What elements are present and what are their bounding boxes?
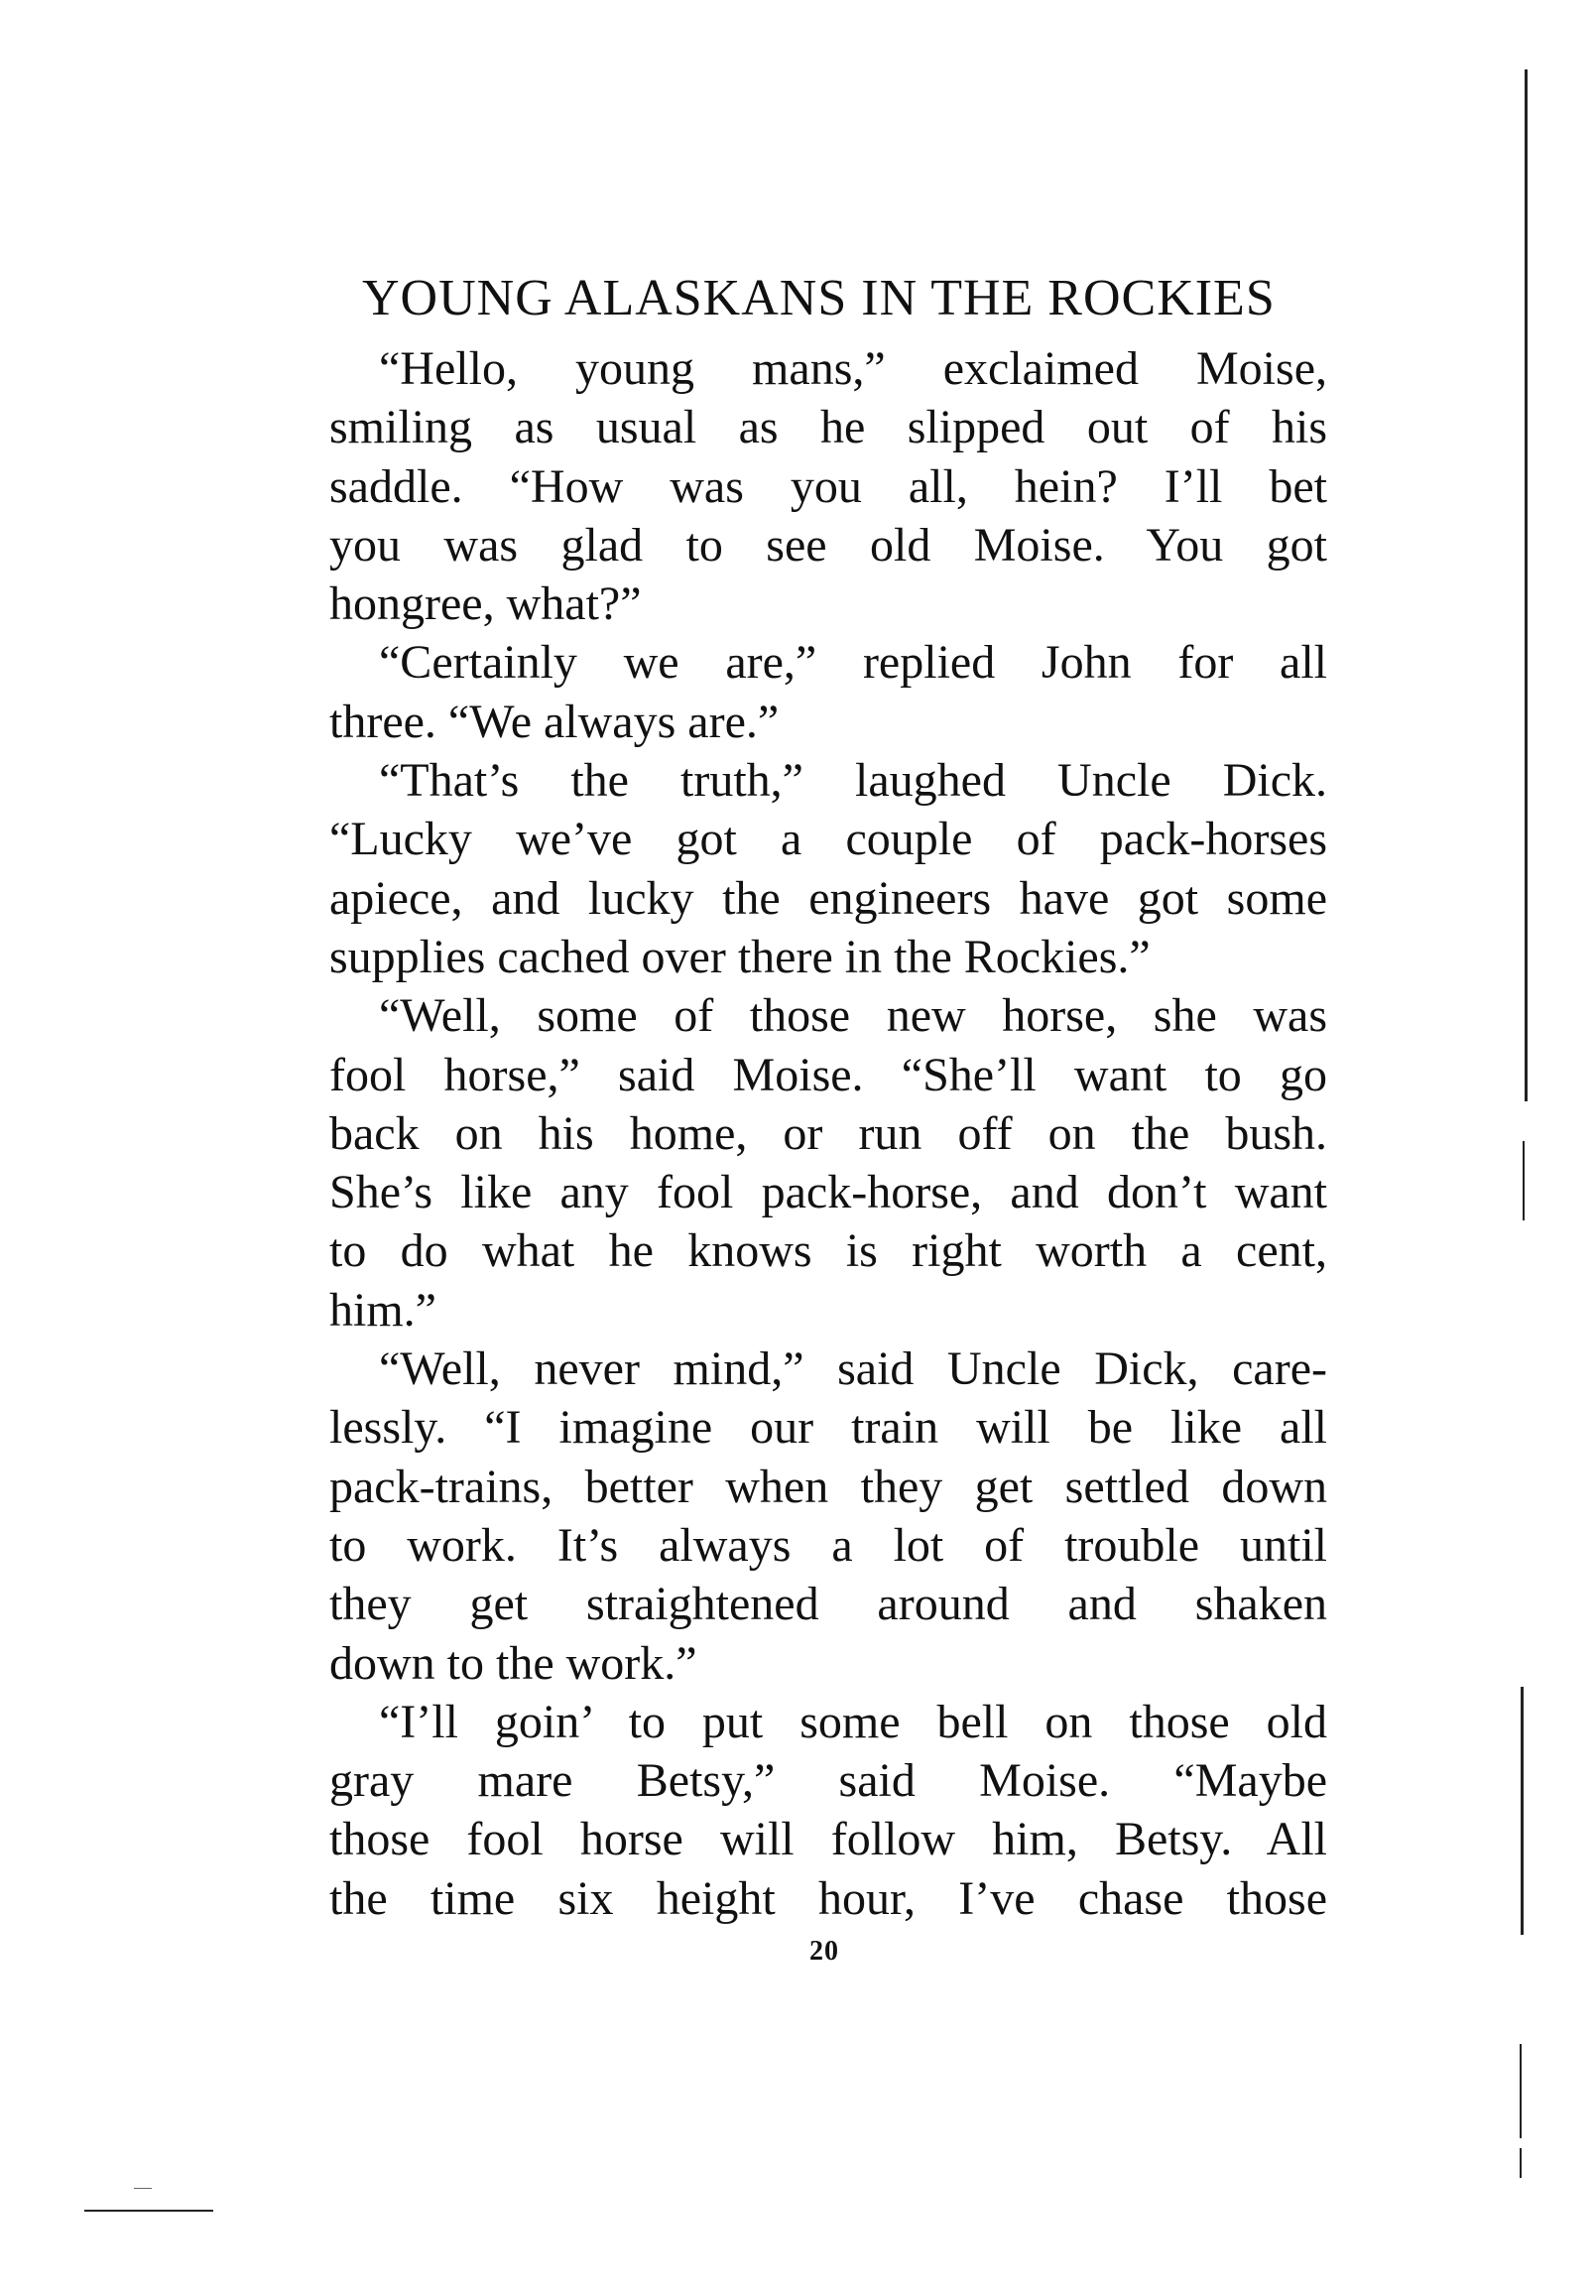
text-line: apiece, and lucky the engineers have got some	[329, 871, 1327, 925]
text-line: gray mare Betsy,” said Moise. “Maybe	[329, 1754, 1327, 1808]
text-line: three. “We always are.”	[329, 695, 780, 748]
text-line: you was glad to see old Moise. You got	[329, 518, 1327, 572]
text-line: fool horse,” said Moise. “She’ll want to go	[329, 1048, 1327, 1101]
text-line: “Lucky we’ve got a couple of pack-horses	[329, 813, 1327, 866]
text-line: to work. It’s always a lot of trouble until	[329, 1518, 1327, 1572]
footer-mark	[134, 2188, 152, 2189]
text-line: him.”	[329, 1283, 436, 1337]
text-line: those fool horse will follow him, Betsy. All	[329, 1813, 1327, 1866]
text-line: down to the work.”	[329, 1636, 697, 1690]
scan-edge-line	[1520, 2044, 1522, 2138]
text-line: back on his home, or run off on the bush.	[329, 1106, 1327, 1160]
text-line: to do what he knows is right worth a cent,	[329, 1224, 1327, 1278]
text-line: “Well, never mind,” said Uncle Dick, care-	[379, 1342, 1327, 1396]
text-line: She’s like any fool pack-horse, and don’t want	[329, 1166, 1327, 1219]
body-text	[329, 339, 1327, 1928]
running-head: YOUNG ALASKANS IN THE ROCKIES	[362, 270, 1276, 326]
text-line: “Certainly we are,” replied John for all	[379, 636, 1327, 690]
footer-rule	[84, 2210, 213, 2212]
text-line: pack-trains, better when they get settled down	[329, 1460, 1327, 1513]
text-line: the time six height hour, I’ve chase those	[329, 1871, 1327, 1925]
text-line: smiling as usual as he slipped out of his	[329, 401, 1327, 454]
text-line: they get straightened around and shaken	[329, 1578, 1327, 1631]
text-line: “Well, some of those new horse, she was	[379, 989, 1327, 1043]
page-number: 20	[809, 1936, 839, 1967]
text-line: hongree, what?”	[329, 577, 642, 631]
scan-edge-line	[1520, 2148, 1522, 2178]
text-line: lessly. “I imagine our train will be like all	[329, 1401, 1327, 1455]
scan-edge-line	[1523, 1141, 1525, 1220]
text-line: saddle. “How was you all, hein? I’ll bet	[329, 459, 1327, 513]
scan-edge-line	[1521, 1687, 1524, 1935]
text-line: “I’ll goin’ to put some bell on those old	[379, 1695, 1327, 1748]
text-line: “That’s the truth,” laughed Uncle Dick.	[379, 754, 1327, 808]
scan-edge-line	[1525, 69, 1528, 1101]
text-line: “Hello, young mans,” exclaimed Moise,	[379, 342, 1327, 395]
text-line: supplies cached over there in the Rockies.”	[329, 930, 1151, 983]
